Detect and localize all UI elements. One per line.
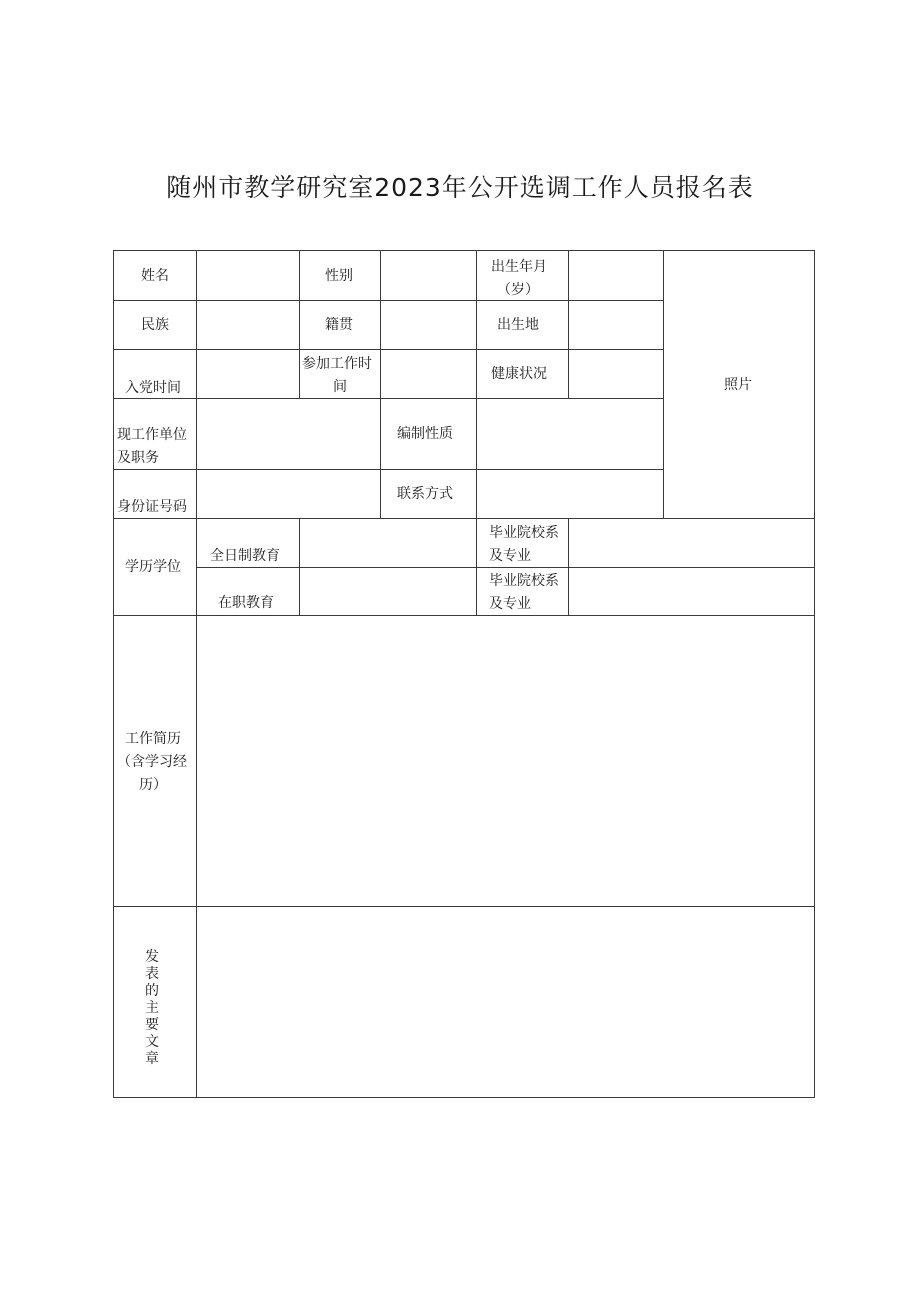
- ethnicity-field[interactable]: [197, 301, 299, 349]
- employer-field[interactable]: [197, 399, 380, 469]
- table-border-bottom: [113, 1097, 815, 1098]
- ethnicity-label: 民族: [141, 317, 169, 333]
- parttime-school-label-line2: 及专业: [489, 596, 531, 612]
- birthplace-field[interactable]: [569, 301, 663, 349]
- fulltime-education-label: 全日制教育: [210, 548, 280, 564]
- fulltime-school-label-line2: 及专业: [489, 548, 531, 564]
- birth-date-field[interactable]: [569, 251, 663, 300]
- column-divider: [299, 250, 300, 399]
- parttime-education-field[interactable]: [300, 568, 476, 615]
- articles-field[interactable]: [197, 907, 814, 1097]
- name-label: 姓名: [141, 268, 169, 284]
- resume-field[interactable]: [197, 616, 814, 906]
- resume-label-line1: 工作简历: [125, 731, 181, 747]
- contact-label: 联系方式: [397, 486, 453, 502]
- id-number-field[interactable]: [197, 470, 380, 518]
- health-label: 健康状况: [491, 366, 547, 382]
- id-number-label: 身份证号码: [117, 499, 187, 515]
- table-border-right: [814, 250, 815, 1098]
- birth-age-label: （岁）: [497, 282, 539, 298]
- staffing-field[interactable]: [477, 399, 663, 469]
- contact-field[interactable]: [477, 470, 663, 518]
- resume-label-line2: （含学习经: [117, 754, 187, 770]
- work-start-label-line1: 参加工作时: [302, 356, 372, 372]
- birthplace-label: 出生地: [497, 317, 539, 333]
- articles-label: 发表的主要文章: [145, 949, 159, 1067]
- registration-form-table: [113, 250, 815, 1098]
- gender-field[interactable]: [381, 251, 476, 300]
- column-divider: [476, 518, 477, 616]
- page-title: 随州市教学研究室2023年公开选调工作人员报名表: [166, 173, 754, 202]
- work-start-field[interactable]: [381, 350, 476, 398]
- staffing-label: 编制性质: [397, 426, 453, 442]
- photo-field[interactable]: [664, 251, 814, 518]
- employer-label-line1: 现工作单位: [117, 427, 187, 443]
- resume-label-line3: 历）: [139, 777, 167, 793]
- native-place-label: 籍贯: [325, 317, 353, 333]
- row-divider: [113, 300, 196, 301]
- gender-label: 性别: [325, 268, 353, 284]
- name-field[interactable]: [197, 251, 299, 300]
- work-start-label-line2: 间: [333, 379, 347, 395]
- birth-date-label: 出生年月: [491, 259, 547, 275]
- parttime-education-label: 在职教育: [218, 595, 274, 611]
- native-place-field[interactable]: [381, 301, 476, 349]
- health-field[interactable]: [569, 350, 663, 398]
- education-label: 学历学位: [125, 559, 181, 575]
- parttime-school-label-line1: 毕业院校系: [489, 573, 559, 589]
- fulltime-school-field[interactable]: [569, 519, 814, 567]
- parttime-school-field[interactable]: [569, 568, 814, 615]
- fulltime-school-label-line1: 毕业院校系: [489, 525, 559, 541]
- employer-label-line2: 及职务: [117, 450, 159, 466]
- party-date-field[interactable]: [197, 350, 299, 398]
- party-date-label: 入党时间: [125, 380, 181, 396]
- photo-label: 照片: [724, 377, 752, 393]
- fulltime-education-field[interactable]: [300, 519, 476, 567]
- articles-label-cell: [114, 907, 196, 1097]
